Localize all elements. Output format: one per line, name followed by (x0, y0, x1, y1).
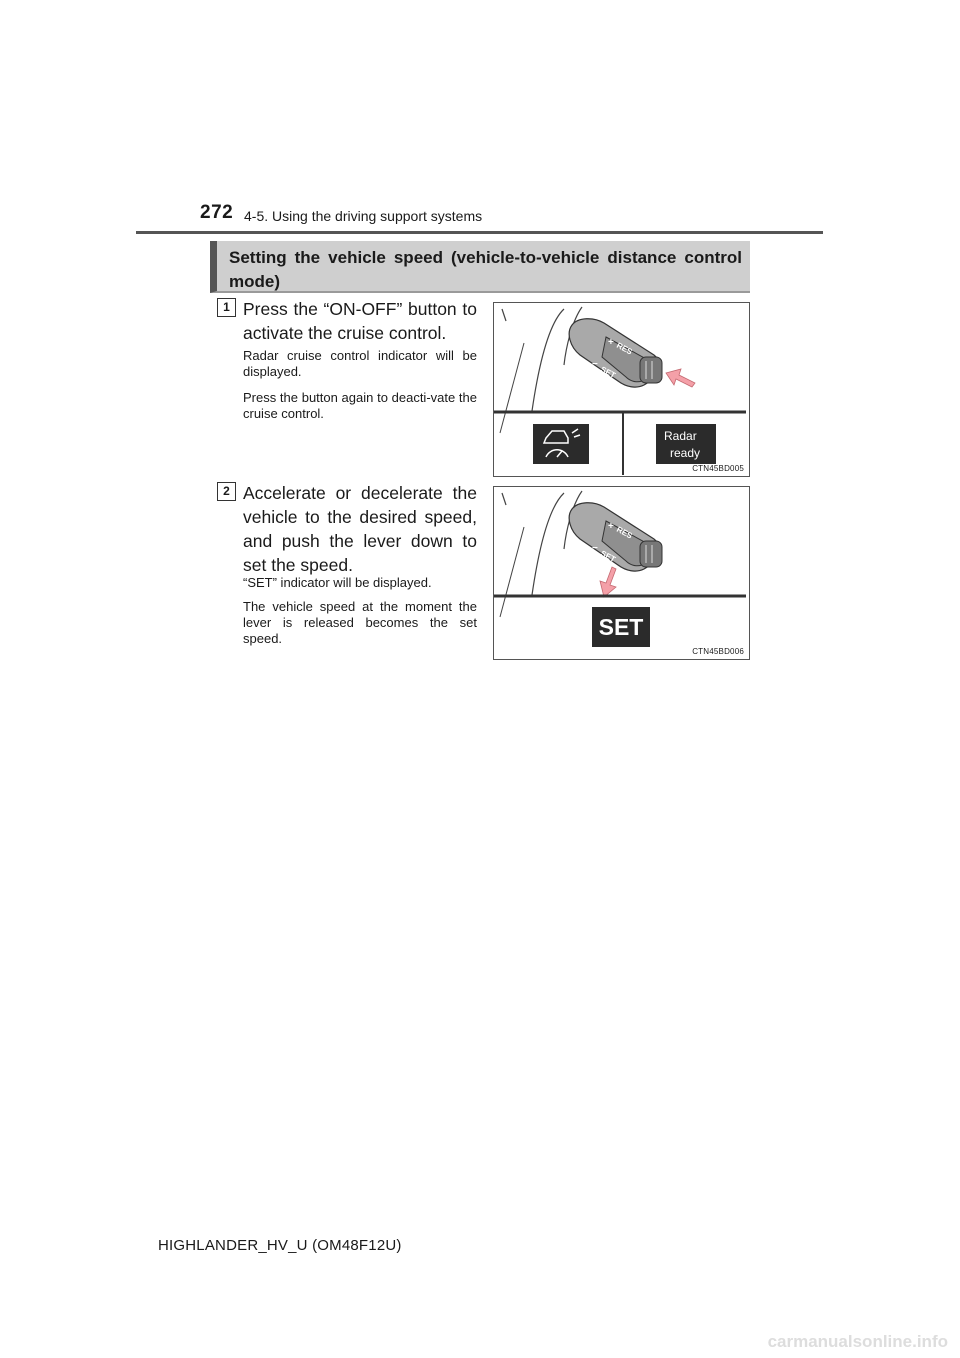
lever-set-label: SET (599, 548, 618, 565)
figure-code: CTN45BD006 (692, 647, 744, 656)
figure-lever-set (493, 486, 750, 660)
lever-res-label: RES (615, 524, 634, 541)
header-divider (136, 231, 823, 234)
lever-minus-label: − (592, 359, 598, 370)
watermark-text: carmanualsonline.info (767, 1332, 948, 1351)
push-down-arrow-icon (600, 567, 616, 597)
radar-ready-line1: Radar (664, 429, 697, 443)
lever-minus-label: − (592, 543, 598, 554)
set-indicator (592, 607, 650, 647)
section-heading (210, 241, 750, 293)
lever-illustration (494, 487, 749, 659)
watermark (0, 1325, 960, 1358)
radar-cruise-indicator-icon (533, 424, 589, 464)
lever-res-label: RES (615, 340, 634, 357)
page-number: 272 (200, 202, 234, 223)
cruise-lever-icon (569, 319, 662, 387)
column-edge-line (532, 493, 564, 595)
figure-code: CTN45BD005 (692, 464, 744, 473)
lever-plus-label: + (608, 521, 614, 532)
figure-lever-on-off (493, 302, 750, 477)
step-number-badge: 1 (217, 298, 236, 317)
lever-set-label: SET (599, 364, 618, 381)
lever-illustration (494, 303, 749, 476)
column-edge-line (532, 309, 564, 411)
lever-plus-label: + (608, 337, 614, 348)
press-arrow-icon (666, 369, 695, 387)
step-instruction: Accelerate or decelerate the vehicle to the desired speed, and push the lever down to set the speed. (243, 483, 477, 575)
step-note: The vehicle speed at the moment the lever is released becomes the set speed. (243, 599, 477, 646)
footer-model: HIGHLANDER_HV_U (OM48F12U) (158, 1237, 402, 1254)
step-note: Press the button again to deacti-vate the cruise control. (243, 390, 477, 421)
step-note: Radar cruise control indicator will be displayed. (243, 348, 477, 379)
wheel-edge-line (502, 493, 506, 505)
step-number-badge: 2 (217, 482, 236, 501)
cruise-lever-icon (569, 503, 662, 571)
set-indicator-text: SET (598, 614, 644, 640)
step-note: “SET” indicator will be displayed. (243, 575, 432, 590)
wheel-edge-line (500, 343, 524, 433)
section-heading-text: Setting the vehicle speed (vehicle-to-vehicle distance control mode) (229, 248, 742, 291)
section-label: 4-5. Using the driving support systems (244, 208, 483, 224)
wheel-edge-line (502, 309, 506, 321)
radar-ready-line2: ready (670, 446, 701, 460)
radar-ready-indicator (656, 424, 716, 464)
wheel-edge-line (500, 527, 524, 617)
step-instruction: Press the “ON-OFF” button to activate the cruise control. (243, 299, 477, 343)
